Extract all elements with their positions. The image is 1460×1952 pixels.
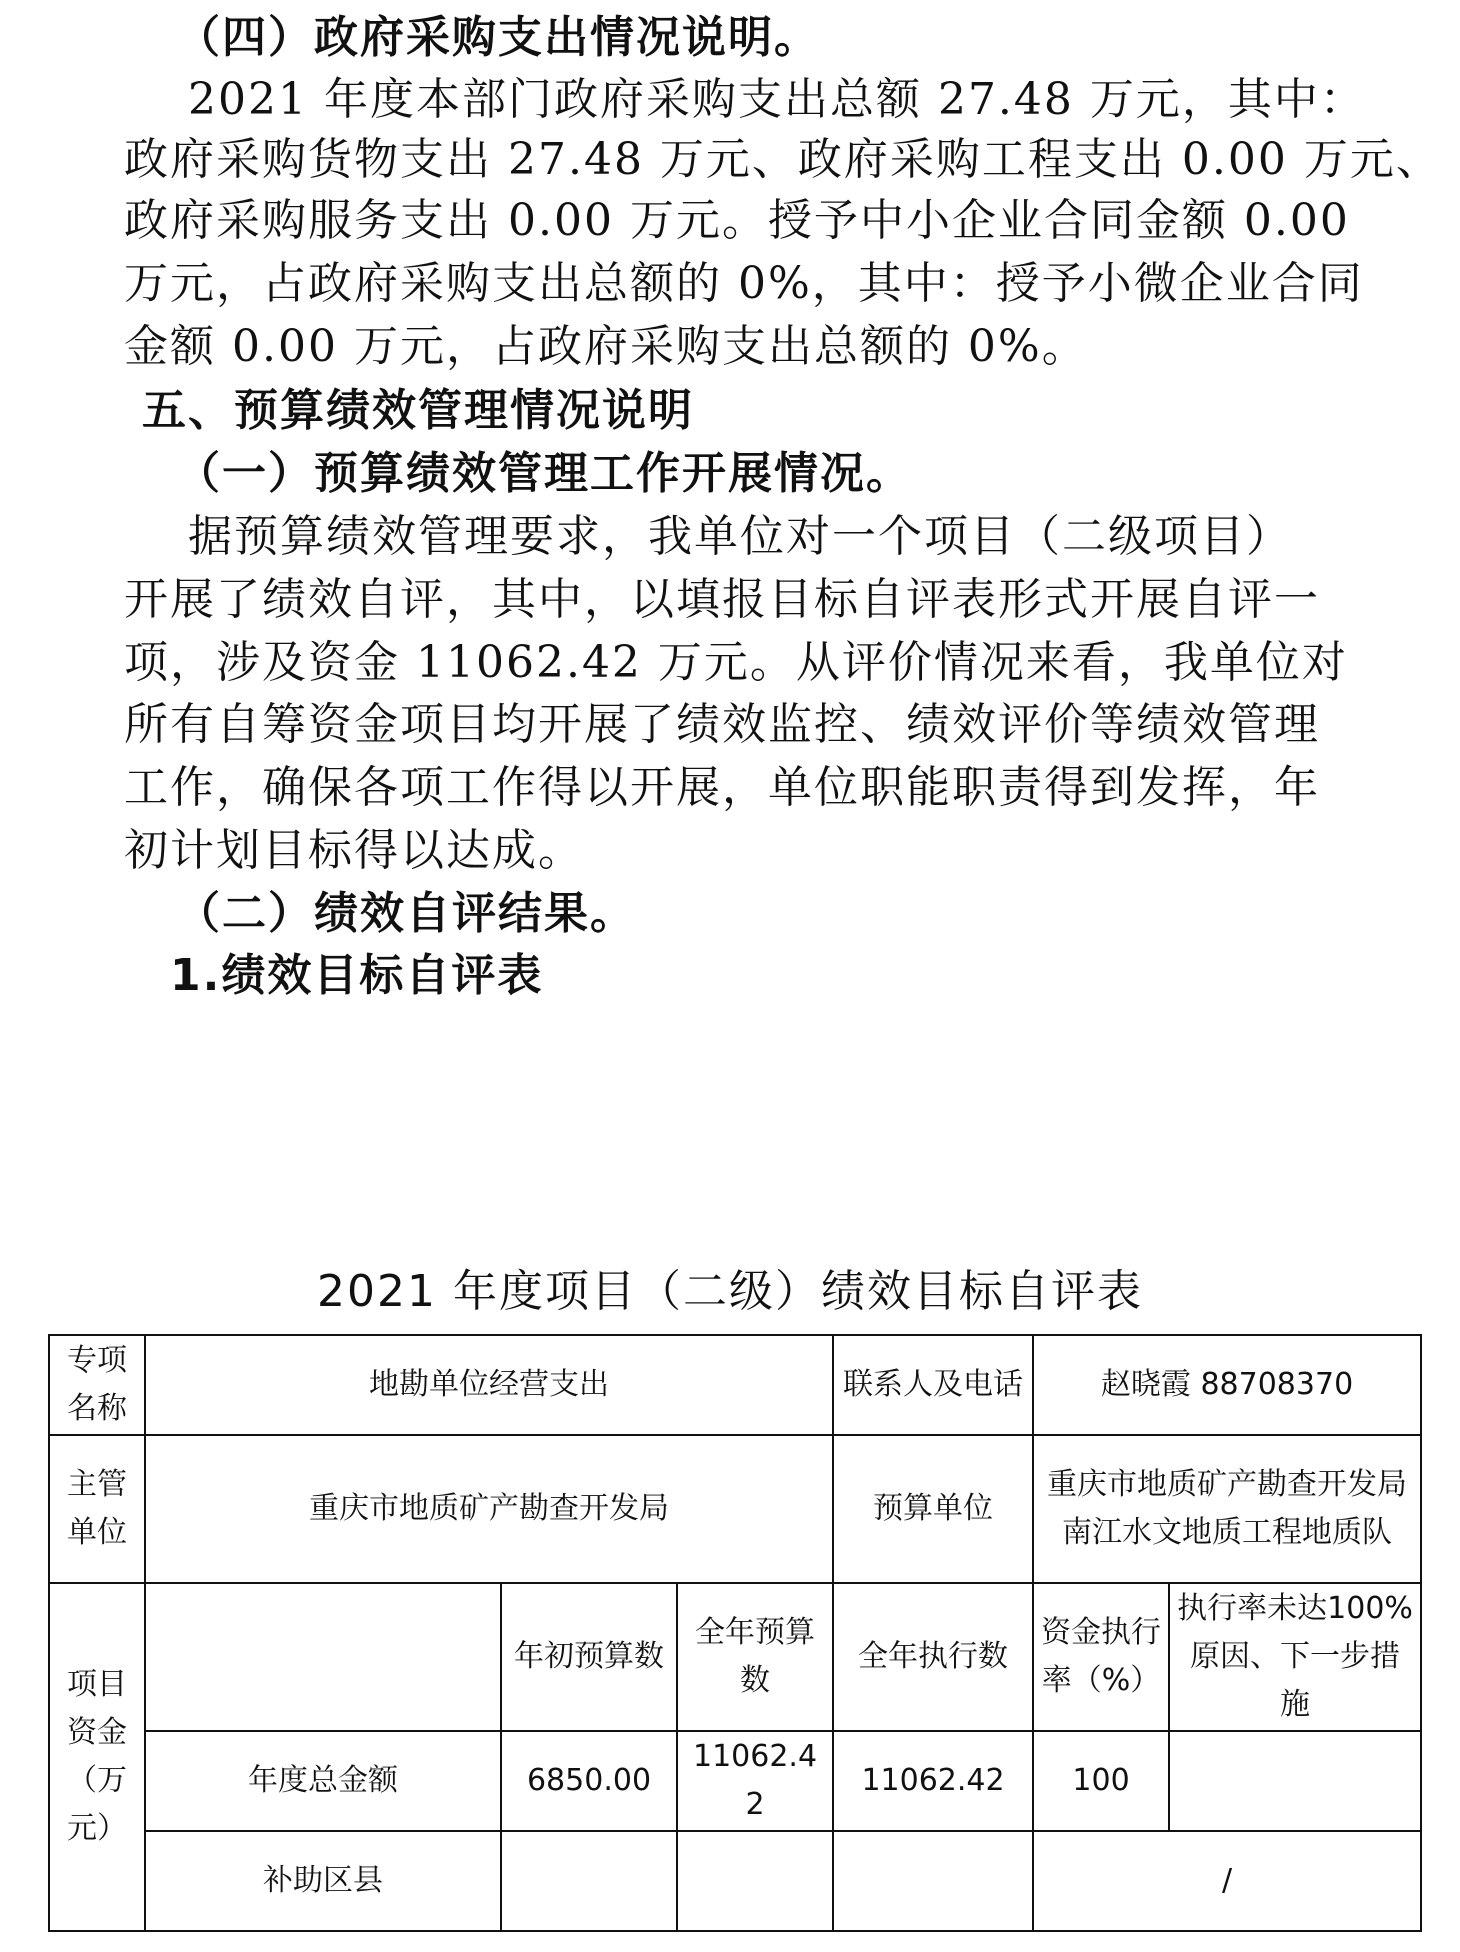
heading-section-5: 五、预算绩效管理情况说明 [142, 385, 694, 436]
table-title: 2021 年度项目（二级）绩效目标自评表 [317, 1266, 1143, 1317]
table-row [49, 1435, 1421, 1583]
funds-label: 项目资金（万元） [49, 1583, 145, 1931]
row-subsidy-execution [833, 1831, 1033, 1931]
col-full-year-execution: 全年执行数 [833, 1583, 1033, 1731]
paragraph-line: 项，涉及资金 11062.42 万元。从评价情况来看，我单位对 [124, 637, 1348, 688]
col-execution-rate: 资金执行率（%） [1033, 1583, 1169, 1731]
table-row [49, 1831, 1421, 1931]
row-total-rate: 100 [1033, 1731, 1169, 1831]
row-subsidy-reason-text: / [1221, 1863, 1233, 1898]
contact-value: 赵晓霞 88708370 [1033, 1335, 1421, 1435]
heading-table-1: 1.绩效目标自评表 [170, 950, 544, 1001]
paragraph-line: 据预算绩效管理要求，我单位对一个项目（二级项目） [188, 511, 1292, 562]
table-row [49, 1731, 1421, 1831]
paragraph-line: 政府采购服务支出 0.00 万元。授予中小企业合同金额 0.00 [124, 195, 1350, 246]
paragraph-line: 开展了绩效自评，其中，以填报目标自评表形式开展自评一 [124, 574, 1320, 625]
row-total-label: 年度总金额 [145, 1731, 501, 1831]
heading-procurement: （四）政府采购支出情况说明。 [176, 12, 820, 63]
row-subsidy-full-budget [677, 1831, 833, 1931]
empty-cell [145, 1583, 501, 1731]
heading-work: （一）预算绩效管理工作开展情况。 [176, 448, 912, 499]
paragraph-line: 所有自筹资金项目均开展了绩效监控、绩效评价等绩效管理 [124, 699, 1320, 750]
paragraph-line: 金额 0.00 万元，占政府采购支出总额的 0%。 [124, 321, 1088, 372]
row-subsidy-reason [1033, 1831, 1421, 1931]
row-total-execution: 11062.42 [833, 1731, 1033, 1831]
paragraph-line: 初计划目标得以达成。 [124, 825, 584, 876]
table-row [49, 1583, 1421, 1731]
row-total-full-budget: 11062.42 [677, 1731, 833, 1831]
col-reason: 执行率未达100%原因、下一步措施 [1169, 1583, 1421, 1731]
col-initial-budget: 年初预算数 [501, 1583, 677, 1731]
project-name-label: 专项名称 [49, 1335, 145, 1435]
col-full-year-budget: 全年预算数 [677, 1583, 833, 1731]
paragraph-line: 2021 年度本部门政府采购支出总额 27.48 万元，其中： [188, 74, 1366, 125]
budget-unit-label: 预算单位 [833, 1435, 1033, 1583]
row-total-initial: 6850.00 [501, 1731, 677, 1831]
supervisor-value: 重庆市地质矿产勘查开发局 [145, 1435, 833, 1583]
row-subsidy-label: 补助区县 [145, 1831, 501, 1931]
paragraph-line: 工作，确保各项工作得以开展，单位职能职责得到发挥，年 [124, 762, 1320, 813]
paragraph-line: 万元，占政府采购支出总额的 0%，其中：授予小微企业合同 [124, 258, 1364, 309]
row-total-reason [1169, 1731, 1421, 1831]
paragraph-line: 政府采购货物支出 27.48 万元、政府采购工程支出 0.00 万元、 [124, 134, 1442, 185]
project-name-value: 地勘单位经营支出 [145, 1335, 833, 1435]
evaluation-table [48, 1334, 1422, 1932]
heading-results: （二）绩效自评结果。 [176, 888, 636, 939]
supervisor-label: 主管单位 [49, 1435, 145, 1583]
budget-unit-value: 重庆市地质矿产勘查开发局南江水文地质工程地质队 [1033, 1435, 1421, 1583]
contact-label: 联系人及电话 [833, 1335, 1033, 1435]
row-subsidy-initial [501, 1831, 677, 1931]
table-row [49, 1335, 1421, 1435]
